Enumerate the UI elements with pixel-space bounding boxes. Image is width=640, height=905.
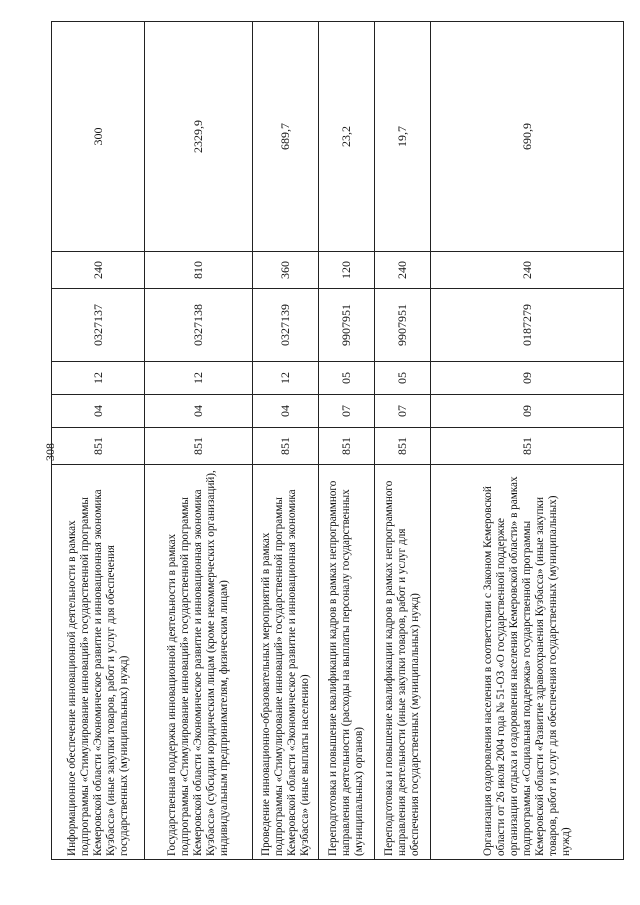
expense-type-code: 240 bbox=[52, 252, 145, 289]
table-row bbox=[145, 22, 253, 860]
target-article-code: 0327137 bbox=[52, 289, 145, 362]
amount: 689,7 bbox=[253, 22, 319, 252]
rotated-table-wrapper bbox=[51, 22, 623, 860]
row-description: Проведение инновационно-образовательных мероприятий в рамках подпрограммы «Стимулирование инноваций» государственной программы Кемеровской области «Экономическое развитие и инновационная экономика Кузбасса» (иные выплаты населению) bbox=[253, 465, 319, 860]
target-article-code: 9907951 bbox=[375, 289, 431, 362]
table-row bbox=[431, 22, 624, 860]
table-row bbox=[52, 22, 145, 860]
ministry-code: 851 bbox=[319, 428, 375, 465]
table-row bbox=[319, 22, 375, 860]
table-row bbox=[375, 22, 431, 860]
expense-type-code: 240 bbox=[431, 252, 624, 289]
target-article-code: 0187279 bbox=[431, 289, 624, 362]
ministry-code: 851 bbox=[431, 428, 624, 465]
row-description: Организация оздоровления населения в соответствии с Законом Кемеровской области от 26 июля 2004 года № 51-ОЗ «О государственной поддержке организации отдыха и оздоровления населения Кемеровской области» в рамках подпрограммы «Социальная поддержка» государственной программы Кемеровской области «Развитие здравоохранения Кузбасса» (иные закупки товаров, работ и услуг для обеспечения государственных (муниципальных) нужд) bbox=[431, 465, 624, 860]
amount: 23,2 bbox=[319, 22, 375, 252]
subsection-code: 12 bbox=[145, 362, 253, 395]
section-code: 07 bbox=[375, 395, 431, 428]
subsection-code: 05 bbox=[375, 362, 431, 395]
subsection-code: 12 bbox=[253, 362, 319, 395]
ministry-code: 851 bbox=[375, 428, 431, 465]
target-article-code: 0327138 bbox=[145, 289, 253, 362]
row-description: Переподготовка и повышение квалификации кадров в рамках непрограммного направления деятельности (расходы на выплаты персоналу государственных (муниципальных) органов) bbox=[319, 465, 375, 860]
table-row bbox=[253, 22, 319, 860]
subsection-code: 05 bbox=[319, 362, 375, 395]
expense-type-code: 120 bbox=[319, 252, 375, 289]
row-description: Информационное обеспечение инновационной деятельности в рамках подпрограммы «Стимулирование инноваций» государственной программы Кемеровской области «Экономическое развитие и инновационная экономика Кузбасса» (иные закупки товаров, работ и услуг для обеспечения государственных (муниципальных) нужд) bbox=[52, 465, 145, 860]
expense-type-code: 240 bbox=[375, 252, 431, 289]
expense-type-code: 810 bbox=[145, 252, 253, 289]
section-code: 09 bbox=[431, 395, 624, 428]
section-code: 04 bbox=[145, 395, 253, 428]
subsection-code: 12 bbox=[52, 362, 145, 395]
section-code: 04 bbox=[52, 395, 145, 428]
amount: 2329,9 bbox=[145, 22, 253, 252]
section-code: 07 bbox=[319, 395, 375, 428]
ministry-code: 851 bbox=[52, 428, 145, 465]
row-description: Переподготовка и повышение квалификации кадров в рамках непрограммного направления деятельности (иные закупки товаров, работ и услуг для обеспечения государственных (муниципальных) нужд) bbox=[375, 465, 431, 860]
amount: 300 bbox=[52, 22, 145, 252]
target-article-code: 0327139 bbox=[253, 289, 319, 362]
amount: 690,9 bbox=[431, 22, 624, 252]
ministry-code: 851 bbox=[253, 428, 319, 465]
page-number: 308 bbox=[43, 443, 57, 461]
amount: 19,7 bbox=[375, 22, 431, 252]
row-description: Государственная поддержка инновационной деятельности в рамках подпрограммы «Стимулирование инноваций» государственной программы Кемеровской области «Экономическое развитие и инновационная экономика Кузбасса» (субсидии юридическим лицам (кроме некоммерческих организаций), индивидуальным предпринимателям, физическим лицам) bbox=[145, 465, 253, 860]
budget-table bbox=[51, 21, 624, 860]
subsection-code: 09 bbox=[431, 362, 624, 395]
ministry-code: 851 bbox=[145, 428, 253, 465]
expense-type-code: 360 bbox=[253, 252, 319, 289]
target-article-code: 9907951 bbox=[319, 289, 375, 362]
section-code: 04 bbox=[253, 395, 319, 428]
